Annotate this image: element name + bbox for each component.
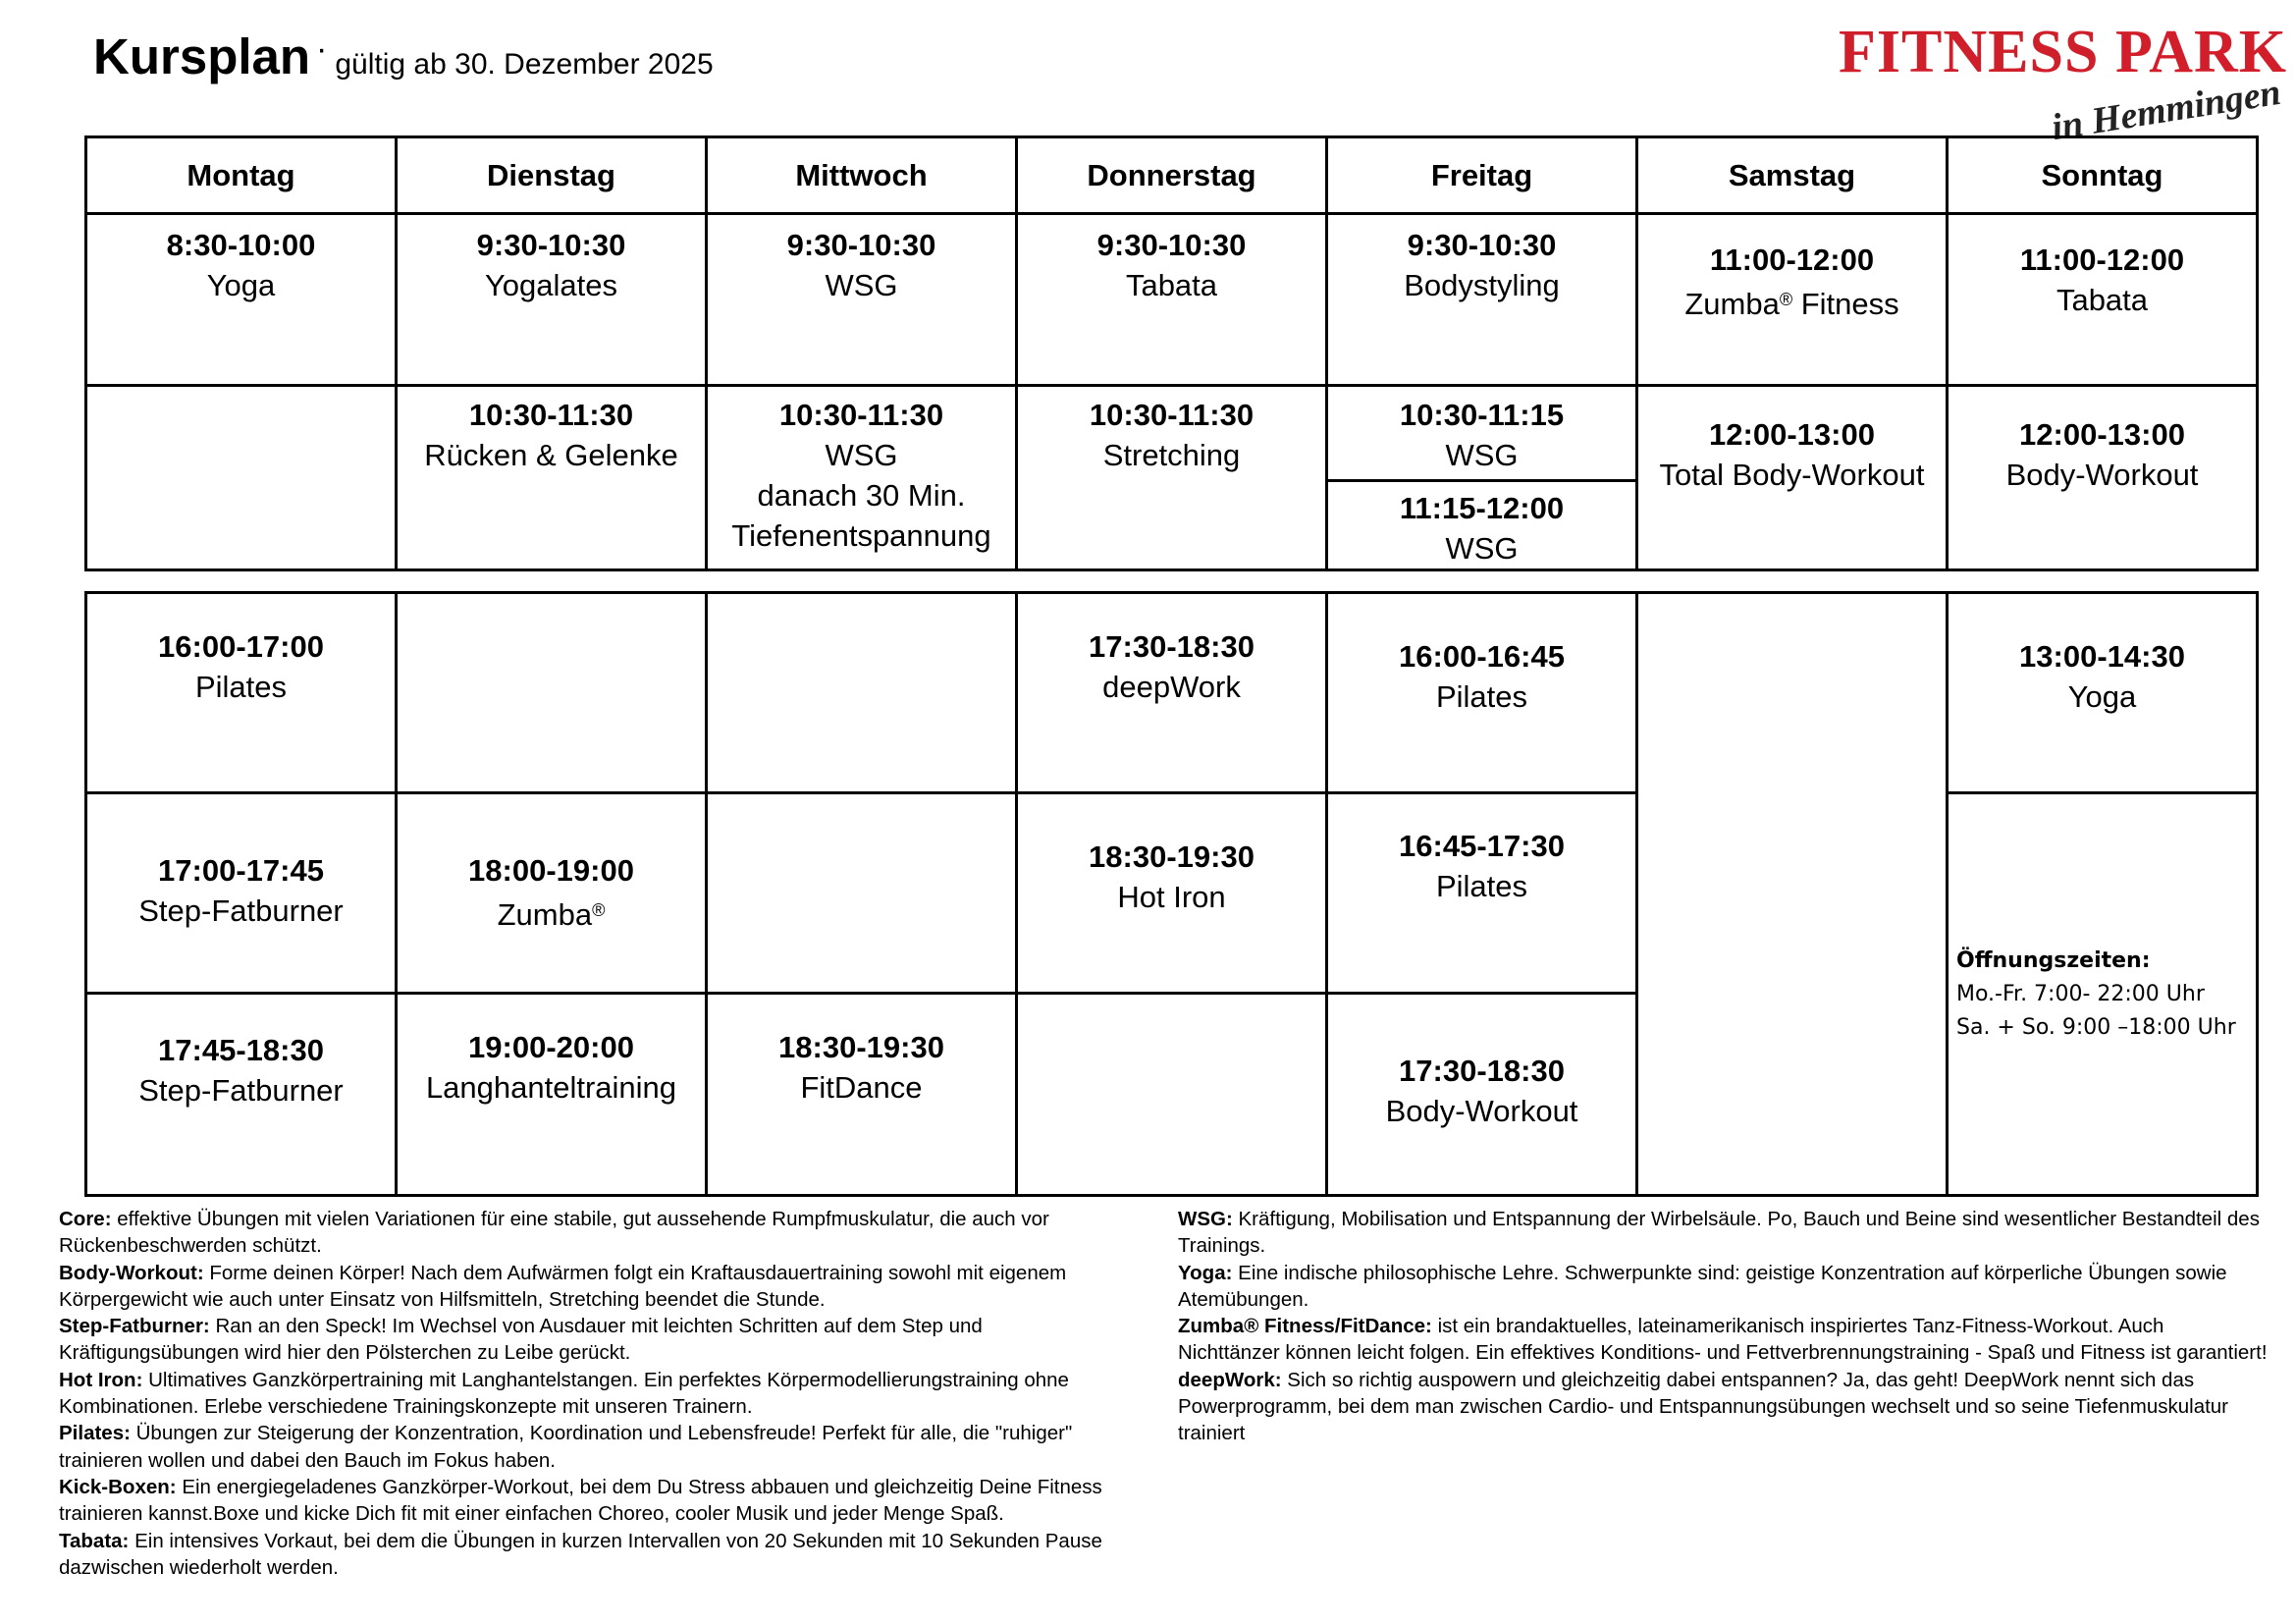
course-name: Total Body-Workout xyxy=(1659,458,1925,492)
empty-cell xyxy=(397,593,707,793)
course-time: 16:00-16:45 xyxy=(1399,639,1565,674)
course-name: Yogalates xyxy=(484,268,618,302)
course-name: Zumba® xyxy=(497,897,606,932)
day-header-row xyxy=(86,137,2258,214)
course-cell xyxy=(397,214,707,386)
course-time: 17:30-18:30 xyxy=(1089,629,1255,664)
course-name: FitDance xyxy=(800,1070,923,1105)
course-name: Step-Fatburner xyxy=(138,1073,344,1108)
course-time: 17:00-17:45 xyxy=(158,853,324,888)
course-name: Hot Iron xyxy=(1117,880,1226,914)
course-time: 9:30-10:30 xyxy=(1096,228,1247,262)
description-hot-iron: Hot Iron: Ultimatives Ganzkörpertraining mit Langhantelstangen. Ein perfektes Körpermodellierungstraining ohne Kombinationen. Erlebe verschiedene Trainingskonzepte mit unseren Trainern. xyxy=(59,1368,1069,1419)
logo-word-fitness: FITNESS xyxy=(1839,19,2100,85)
course-cell xyxy=(1017,214,1327,386)
course-name: Langhanteltraining xyxy=(425,1070,677,1105)
description-body-workout: Body-Workout: Forme deinen Körper! Nach dem Aufwärmen folgt ein Kraftausdauertraining sowohl mit eigenem Körpergewicht wie auch unter Einsatz von Hilfsmitteln, Stretching beendet die Stunde. xyxy=(59,1261,1067,1311)
course-time: 13:00-14:30 xyxy=(2019,639,2185,674)
day-header-montag: Montag xyxy=(86,137,397,214)
morning-row-2 xyxy=(86,386,2258,570)
afternoon-row-1 xyxy=(86,593,2258,793)
description-tabata: Tabata: Ein intensives Vorkaut, bei dem die Übungen in kurzen Intervallen von 20 Sekunden mit 10 Sekunden Pause dazwischen wiederholt werden. xyxy=(59,1529,1102,1579)
course-name: Stretching xyxy=(1102,438,1241,472)
course-time: 11:15-12:00 xyxy=(1399,491,1565,525)
course-time: 18:30-19:30 xyxy=(1089,839,1255,874)
morning-schedule-table xyxy=(84,135,2259,571)
course-cell xyxy=(1017,793,1327,994)
title-text: Kursplan xyxy=(93,28,311,84)
empty-cell xyxy=(707,593,1017,793)
course-time: 16:45-17:30 xyxy=(1399,829,1565,863)
course-cell xyxy=(1017,593,1327,793)
course-name: WSG xyxy=(825,268,898,302)
course-cell xyxy=(1637,214,1948,386)
course-time: 12:00-13:00 xyxy=(1709,417,1875,452)
course-cell xyxy=(1948,593,2258,793)
course-time: 10:30-11:30 xyxy=(1089,398,1255,432)
title-separator: · xyxy=(316,30,328,68)
valid-from: gültig ab 30. Dezember 2025 xyxy=(335,48,714,81)
empty-cell xyxy=(1017,994,1327,1196)
course-time: 10:30-11:30 xyxy=(778,398,944,432)
course-name: Yoga xyxy=(206,268,276,302)
course-note: danach 30 Min. xyxy=(757,478,966,513)
course-cell xyxy=(707,214,1017,386)
fitness-park-logo xyxy=(1816,18,2287,149)
course-name: Body-Workout xyxy=(2005,458,2199,492)
day-header-freitag: Freitag xyxy=(1327,137,1637,214)
description-deepwork: deepWork: Sich so richtig auspowern und gleichzeitig dabei entspannen? Ja, das geht! DeepWork nennt sich das Powerprogramm, bei dem man zwischen Cardio- und Entspannungsübungen wechselt und so seine Tiefenmuskulatur trainiert xyxy=(1178,1368,2229,1445)
course-time: 9:30-10:30 xyxy=(1407,228,1557,262)
course-name: Step-Fatburner xyxy=(138,893,344,928)
description-yoga: Yoga: Eine indische philosophische Lehre. Schwerpunkte sind: geistige Konzentration auf körperliche Übungen sowie Atemübungen. xyxy=(1178,1261,2227,1311)
registered-mark: ® xyxy=(592,900,606,920)
description-core: Core: effektive Übungen mit vielen Variationen für eine stabile, gut aussehende Rumpfmuskulatur, die auch vor Rückenbeschwerden schützt. xyxy=(59,1208,1049,1258)
opening-hours xyxy=(1949,945,2256,1045)
course-name: WSG xyxy=(1445,531,1519,566)
course-cell xyxy=(1327,793,1637,994)
course-cell xyxy=(1327,214,1637,386)
empty-cell xyxy=(707,793,1017,994)
day-header-samstag: Samstag xyxy=(1637,137,1948,214)
course-cell xyxy=(86,994,397,1196)
course-name: WSG xyxy=(825,438,898,472)
registered-mark: ® xyxy=(1779,290,1793,309)
course-time: 16:00-17:00 xyxy=(158,629,324,664)
course-cell xyxy=(397,994,707,1196)
course-name: Bodystyling xyxy=(1404,268,1560,302)
day-header-dienstag: Dienstag xyxy=(397,137,707,214)
afternoon-schedule-table xyxy=(84,591,2259,1197)
description-kick-boxen: Kick-Boxen: Ein energiegeladenes Ganzkörper-Workout, bei dem Du Stress abbauen und gleichzeitig Deine Fitness trainieren kannst.Boxe und kicke Dich fit mit einer einfachen Choreo, cooler Musik und jeder Menge Spaß. xyxy=(59,1475,1102,1526)
logo-word-park: PARK xyxy=(2114,19,2287,85)
course-descriptions-left xyxy=(59,1206,1148,1581)
course-time: 12:00-13:00 xyxy=(2019,417,2185,452)
course-time: 9:30-10:30 xyxy=(786,228,936,262)
page-title xyxy=(93,27,714,85)
course-cell xyxy=(1637,386,1948,570)
course-time: 8:30-10:00 xyxy=(166,228,316,262)
course-cell xyxy=(1017,386,1327,570)
course-name: Tabata xyxy=(2056,283,2149,317)
opening-hours-weekend: Sa. + So. 9:00 –18:00 Uhr xyxy=(1956,1014,2236,1040)
course-cell xyxy=(1327,593,1637,793)
course-name: deepWork xyxy=(1102,670,1241,704)
course-name: Tabata xyxy=(1125,268,1218,302)
description-zumba-fitdance: Zumba® Fitness/FitDance: ist ein brandaktuelles, lateinamerikanisch inspiriertes Tanz-Fitness-Workout. Auch Nichttänzer können leicht folgen. Ein effektives Konditions- und Fettverbrennungstraining - Spaß und Fitness ist garantiert! xyxy=(1178,1315,2268,1365)
course-cell xyxy=(1327,994,1637,1196)
course-descriptions-right xyxy=(1178,1206,2268,1447)
morning-row-1 xyxy=(86,214,2258,386)
opening-hours-weekdays: Mo.-Fr. 7:00- 22:00 Uhr xyxy=(1956,981,2205,1006)
course-name: Pilates xyxy=(1435,869,1528,903)
course-time: 11:00-12:00 xyxy=(2019,243,2185,277)
opening-hours-cell xyxy=(1948,793,2258,1196)
course-cell xyxy=(1948,214,2258,386)
course-name: Rücken & Gelenke xyxy=(424,438,678,472)
course-cell xyxy=(86,793,397,994)
day-header-sonntag: Sonntag xyxy=(1948,137,2258,214)
course-name: Body-Workout xyxy=(1385,1094,1578,1128)
course-name: Pilates xyxy=(1435,679,1528,714)
logo-location-script: in Hemmingen xyxy=(2048,71,2283,149)
course-cell-split xyxy=(1327,386,1637,570)
day-header-mittwoch: Mittwoch xyxy=(707,137,1017,214)
course-time: 19:00-20:00 xyxy=(468,1030,634,1064)
course-cell xyxy=(397,793,707,994)
course-name: Zumba® Fitness xyxy=(1684,287,1899,321)
course-name: Yoga xyxy=(2067,679,2137,714)
course-time: 17:30-18:30 xyxy=(1399,1054,1565,1088)
course-cell xyxy=(86,593,397,793)
day-header-donnerstag: Donnerstag xyxy=(1017,137,1327,214)
description-step-fatburner: Step-Fatburner: Ran an den Speck! Im Wechsel von Ausdauer mit leichten Schritten auf dem Step und Kräftigungsübungen wird hier den Pölsterchen zu Leibe gerückt. xyxy=(59,1315,983,1365)
course-cell xyxy=(1948,386,2258,570)
empty-cell-saturday xyxy=(1637,593,1948,1196)
description-pilates: Pilates: Übungen zur Steigerung der Konzentration, Koordination und Lebensfreude! Perfekt für alle, die "ruhiger" trainieren wollen und dabei den Bauch im Fokus haben. xyxy=(59,1422,1073,1472)
course-name: Pilates xyxy=(194,670,288,704)
course-note: Tiefenentspannung xyxy=(731,518,991,553)
course-time: 18:30-19:30 xyxy=(778,1030,944,1064)
course-cell xyxy=(397,386,707,570)
logo-wordmark xyxy=(1839,18,2287,87)
course-cell xyxy=(707,386,1017,570)
split-upper xyxy=(1328,395,1635,482)
course-time: 18:00-19:00 xyxy=(468,853,634,888)
course-time: 10:30-11:30 xyxy=(468,398,634,432)
opening-hours-heading: Öffnungszeiten: xyxy=(1956,947,2151,973)
description-wsg: WSG: Kräftigung, Mobilisation und Entspannung der Wirbelsäule. Po, Bauch und Beine sind wesentlicher Bestandteil des Trainings. xyxy=(1178,1208,2260,1258)
course-time: 17:45-18:30 xyxy=(158,1033,324,1067)
course-time: 11:00-12:00 xyxy=(1709,243,1875,277)
course-cell xyxy=(86,214,397,386)
course-cell xyxy=(707,994,1017,1196)
split-lower xyxy=(1328,482,1635,568)
course-time: 9:30-10:30 xyxy=(476,228,626,262)
empty-cell xyxy=(86,386,397,570)
course-name: WSG xyxy=(1445,438,1519,472)
course-time: 10:30-11:15 xyxy=(1399,398,1565,432)
